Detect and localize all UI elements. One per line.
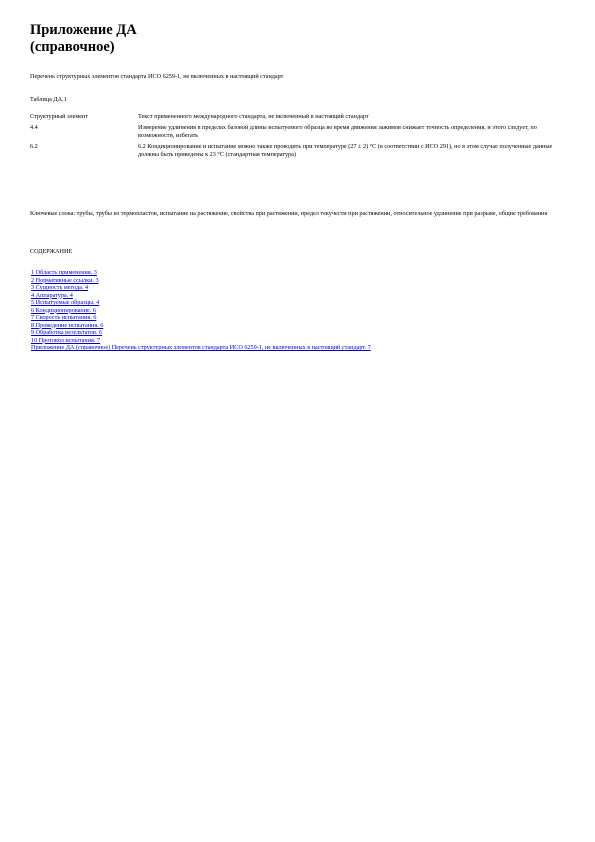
toc-link[interactable]: 10 Протокол испытания. 7 bbox=[31, 336, 101, 344]
table-of-contents bbox=[31, 269, 491, 352]
table-cell-element: 4.4 bbox=[30, 124, 38, 131]
toc-link-appendix[interactable]: Приложение ДА (справочное) Перечень структурных элементов стандарта ИСО 6259-1, не включенных в настоящий стандарт. 7 bbox=[31, 344, 371, 351]
appendix-title-line2: (справочное) bbox=[30, 39, 115, 55]
table-header-cell: Структурный элемент bbox=[30, 113, 89, 120]
table-cell-element: 6.2 bbox=[30, 143, 38, 150]
table-header-cell: Текст примененного международного стандарта, не включенный в настоящий стандарт bbox=[138, 113, 369, 120]
keywords-paragraph: Ключевые слова: трубы, трубы из термопластов, испытание на растяжение, свойства при растяжении, предел текучести при растяжении, относительное удлинение при разрыве, общие требования bbox=[30, 210, 548, 217]
table-row bbox=[30, 143, 570, 162]
table-row bbox=[30, 124, 570, 143]
toc-link[interactable]: 7 Скорость испытания. 6 bbox=[31, 314, 97, 321]
toc-link[interactable]: 2 Нормативные ссылки. 3 bbox=[31, 276, 99, 284]
toc-heading: СОДЕРЖАНИЕ bbox=[30, 248, 73, 255]
table-cell-text: Измерение удлинения в пределах базовой длины испытуемого образца во время движения зажимов снижает точность определения, и этого следует, по возможности, избегать bbox=[138, 124, 537, 139]
toc-link[interactable]: 1 Область применения. 3 bbox=[31, 269, 97, 276]
toc-link[interactable]: 5 Испытуемые образцы. 4 bbox=[31, 299, 100, 306]
toc-link[interactable]: 4 Аппаратура. 4 bbox=[31, 291, 73, 299]
appendix-title bbox=[30, 22, 137, 56]
reference-table bbox=[30, 113, 570, 162]
table-caption: Таблица ДА.1 bbox=[30, 96, 67, 103]
toc-link[interactable]: 3 Сущность метода. 4 bbox=[31, 284, 89, 291]
toc-link[interactable]: 6 Кондиционирование. 6 bbox=[31, 306, 96, 314]
toc-link[interactable]: 8 Проведение испытания. 6 bbox=[31, 321, 104, 329]
appendix-title-line1: Приложение ДА bbox=[30, 22, 137, 38]
appendix-subtitle: Перечень структурных элементов стандарта ИСО 6259-1, не включенных в настоящий стандарт bbox=[30, 73, 284, 80]
table-header-row bbox=[30, 113, 570, 124]
table-cell-text: 6.2 Кондиционирование и испытание можно также проводить при температуре (27 ± 2) °С (в соответствии с ИСО 291), но в этом случае полученные данные должны быть приведены к 23 °С (стандартная температура) bbox=[138, 143, 553, 158]
toc-link[interactable]: 9 Обработка результатов. 6 bbox=[31, 329, 103, 336]
